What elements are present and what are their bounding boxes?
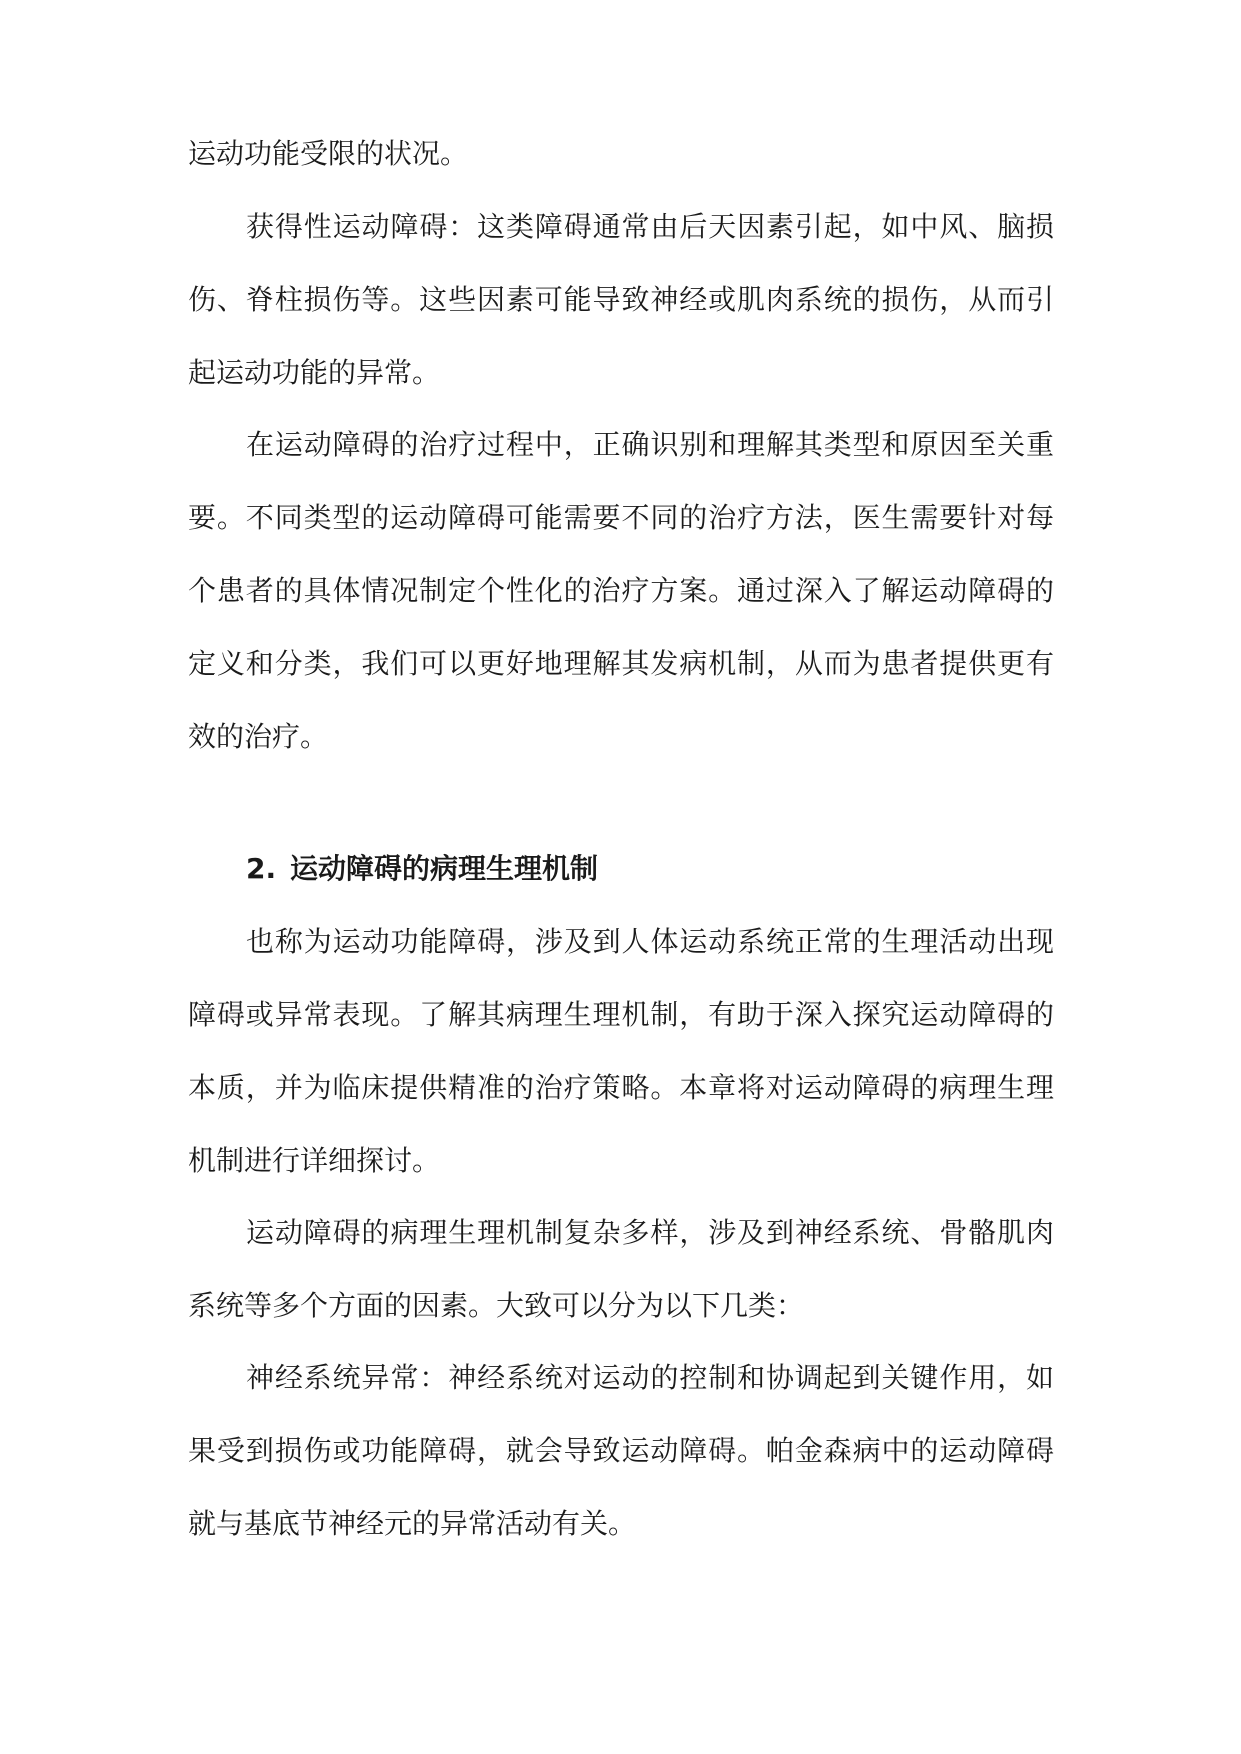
paragraph-nervous-system: 神经系统异常：神经系统对运动的控制和协调起到关键作用，如果受到损伤或功能障碍，就会导致运动障碍。帕金森病中的运动障碍就与基底节神经元的异常活动有关。 (188, 1361, 1054, 1540)
paragraph-mechanism-overview: 运动障碍的病理生理机制复杂多样，涉及到神经系统、骨骼肌肉系统等多个方面的因素。大致可以分为以下几类： (188, 1216, 1054, 1322)
paragraph-treatment-process: 在运动障碍的治疗过程中，正确识别和理解其类型和原因至关重要。不同类型的运动障碍可能需要不同的治疗方法，医生需要针对每个患者的具体情况制定个性化的治疗方案。通过深入了解运动障碍的定义和分类，我们可以更好地理解其发病机制，从而为患者提供更有效的治疗。 (188, 428, 1054, 753)
section-title: 运动障碍的病理生理机制 (290, 852, 599, 885)
paragraph-definition: 也称为运动功能障碍，涉及到人体运动系统正常的生理活动出现障碍或异常表现。了解其病理生理机制，有助于深入探究运动障碍的本质，并为临床提供精准的治疗策略。本章将对运动障碍的病理生理机制进行详细探讨。 (188, 925, 1054, 1177)
paragraph-continuation: 运动功能受限的状况。 (188, 137, 469, 170)
section-number: 2. (246, 852, 277, 885)
paragraph-acquired-motor-disorder: 获得性运动障碍：这类障碍通常由后天因素引起，如中风、脑损伤、脊柱损伤等。这些因素可能导致神经或肌肉系统的损伤，从而引起运动功能的异常。 (188, 210, 1054, 389)
section-heading (246, 832, 1054, 905)
